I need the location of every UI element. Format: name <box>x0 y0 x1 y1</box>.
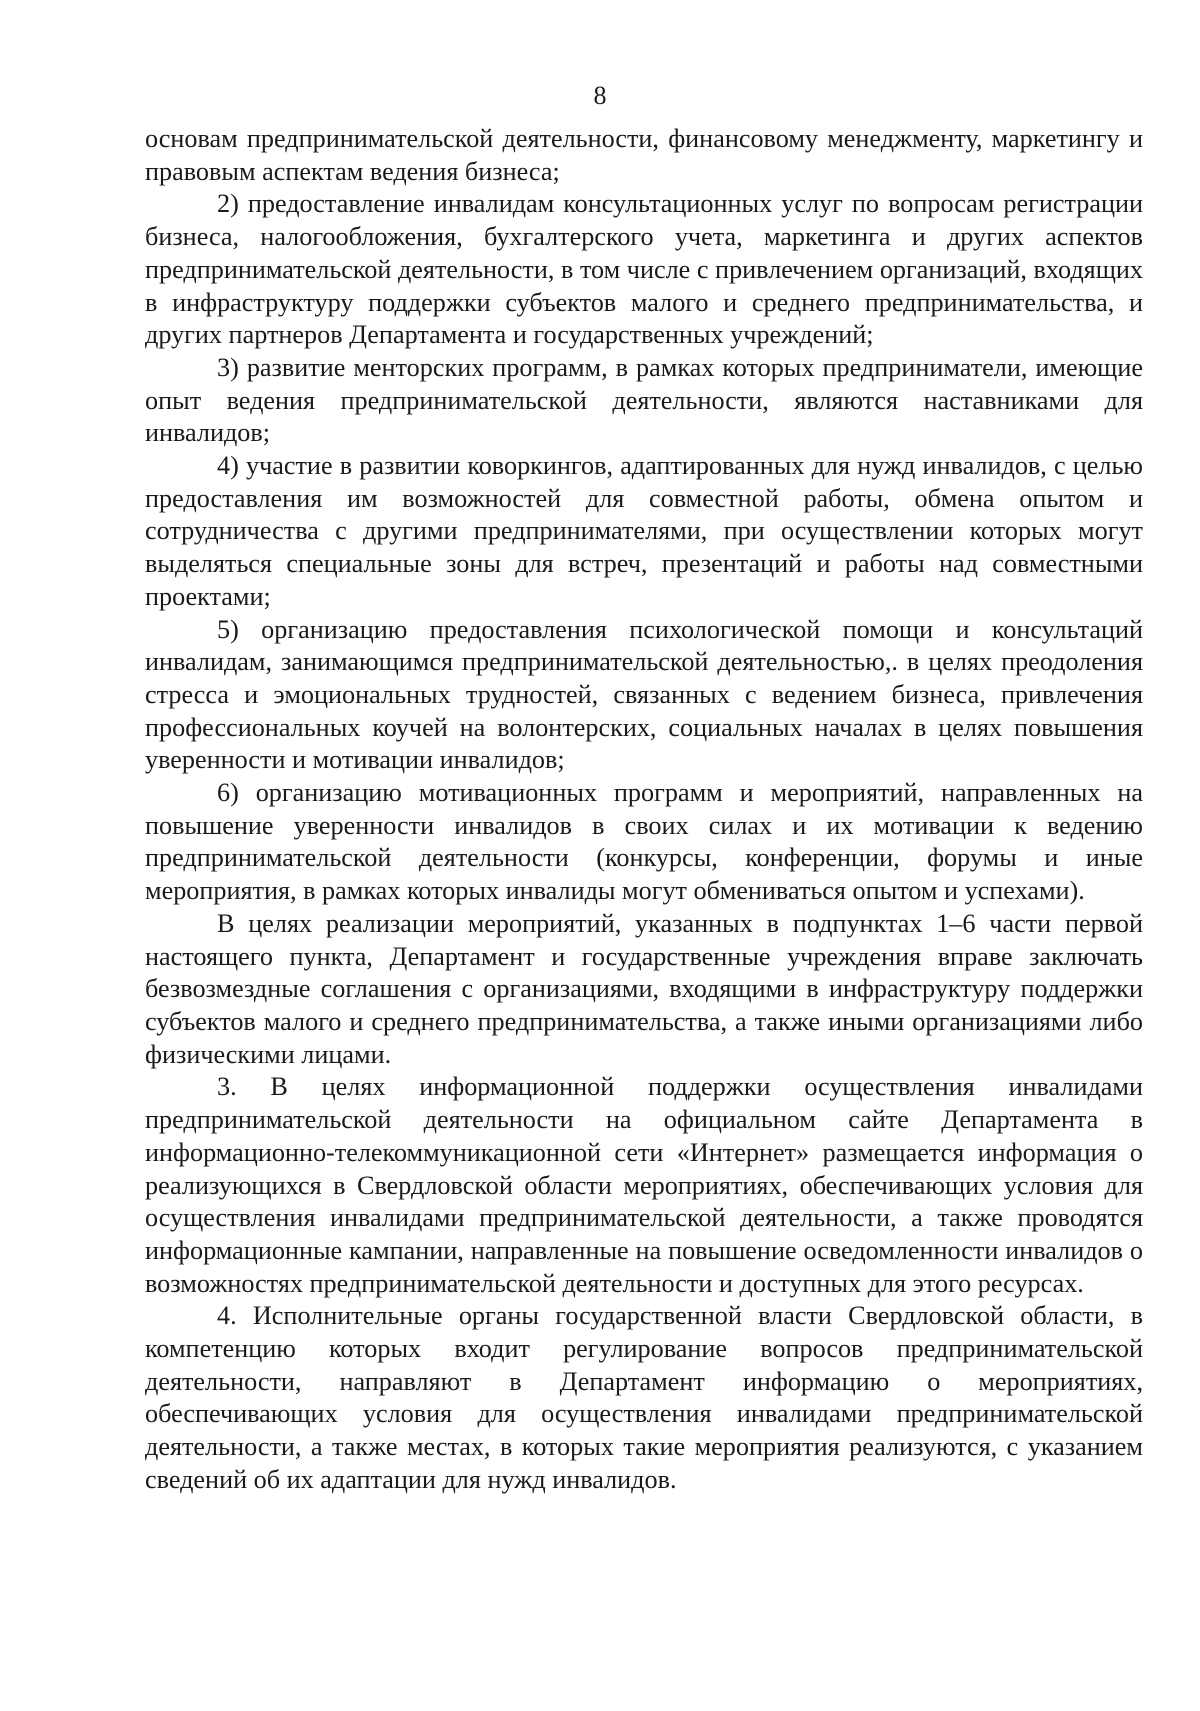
page-number: 8 <box>593 81 607 110</box>
paragraph-item-2: 2) предоставление инвалидам консультационных услуг по вопросам регистрации бизнеса, налогообложения, бухгалтерского учета, маркетинга и других аспектов предпринимательской деятельности, в том числе с привлечением организаций, входящих в инфраструктуру поддержки субъектов малого и среднего предпринимательства, и других партнеров Департамента и государственных учреждений; <box>145 189 1143 350</box>
paragraph-item-5: 5) организацию предоставления психологической помощи и консультаций инвалидам, занимающимся предпринимательской деятельностью,. в целях преодоления стресса и эмоциональных трудностей, связанных с ведением бизнеса, привлечения профессиональных коучей на волонтерских, социальных началах в целях повышения уверенности и мотивации инвалидов; <box>145 614 1143 775</box>
paragraph-point-4: 4. Исполнительные органы государственной власти Свердловской области, в компетенцию которых входит регулирование вопросов предпринимательской деятельности, направляют в Департамент информацию о мероприятиях, обеспечивающих условия для осуществления инвалидами предпринимательской деятельности, а также местах, в которых такие мероприятия реализуются, с указанием сведений об их адаптации для нужд инвалидов. <box>145 1301 1143 1494</box>
paragraph-item-4: 4) участие в развитии коворкингов, адаптированных для нужд инвалидов, с целью предоставления им возможностей для совместной работы, обмена опытом и сотрудничества с другими предпринимателями, при осуществлении которых могут выделяться специальные зоны для встреч, презентаций и работы над совместными проектами; <box>145 451 1143 611</box>
paragraph-item-6: 6) организацию мотивационных программ и мероприятий, направленных на повышение уверенности инвалидов в своих силах и их мотивации к ведению предпринимательской деятельности (конкурсы, конференции, форумы и иные мероприятия, в рамках которых инвалиды могут обмениваться опытом и успехами). <box>145 778 1143 906</box>
document-body <box>145 123 1143 1497</box>
paragraph-agreements: В целях реализации мероприятий, указанных в подпунктах 1–6 части первой настоящего пункта, Департамент и государственные учреждения вправе заключать безвозмездные соглашения с организациями, входящими в инфраструктуру поддержки субъектов малого и среднего предпринимательства, а также иными организациями либо физическими лицами. <box>145 908 1143 1069</box>
paragraph-continuation: основам предпринимательской деятельности, финансовому менеджменту, маркетингу и правовым аспектам ведения бизнеса; <box>145 124 1143 186</box>
paragraph-item-3: 3) развитие менторских программ, в рамках которых предприниматели, имеющие опыт ведения предпринимательской деятельности, являются наставниками для инвалидов; <box>145 352 1143 448</box>
paragraph-point-3: 3. В целях информационной поддержки осуществления инвалидами предпринимательской деятельности на официальном сайте Департамента в информационно-телекоммуникационной сети «Интернет» размещается информация о реализующихся в Свердловской области мероприятиях, обеспечивающих условия для осуществления инвалидами предпринимательской деятельности, а также проводятся информационные кампании, направленные на повышение осведомленности инвалидов о возможностях предпринимательской деятельности и доступных для этого ресурсах. <box>145 1072 1143 1298</box>
